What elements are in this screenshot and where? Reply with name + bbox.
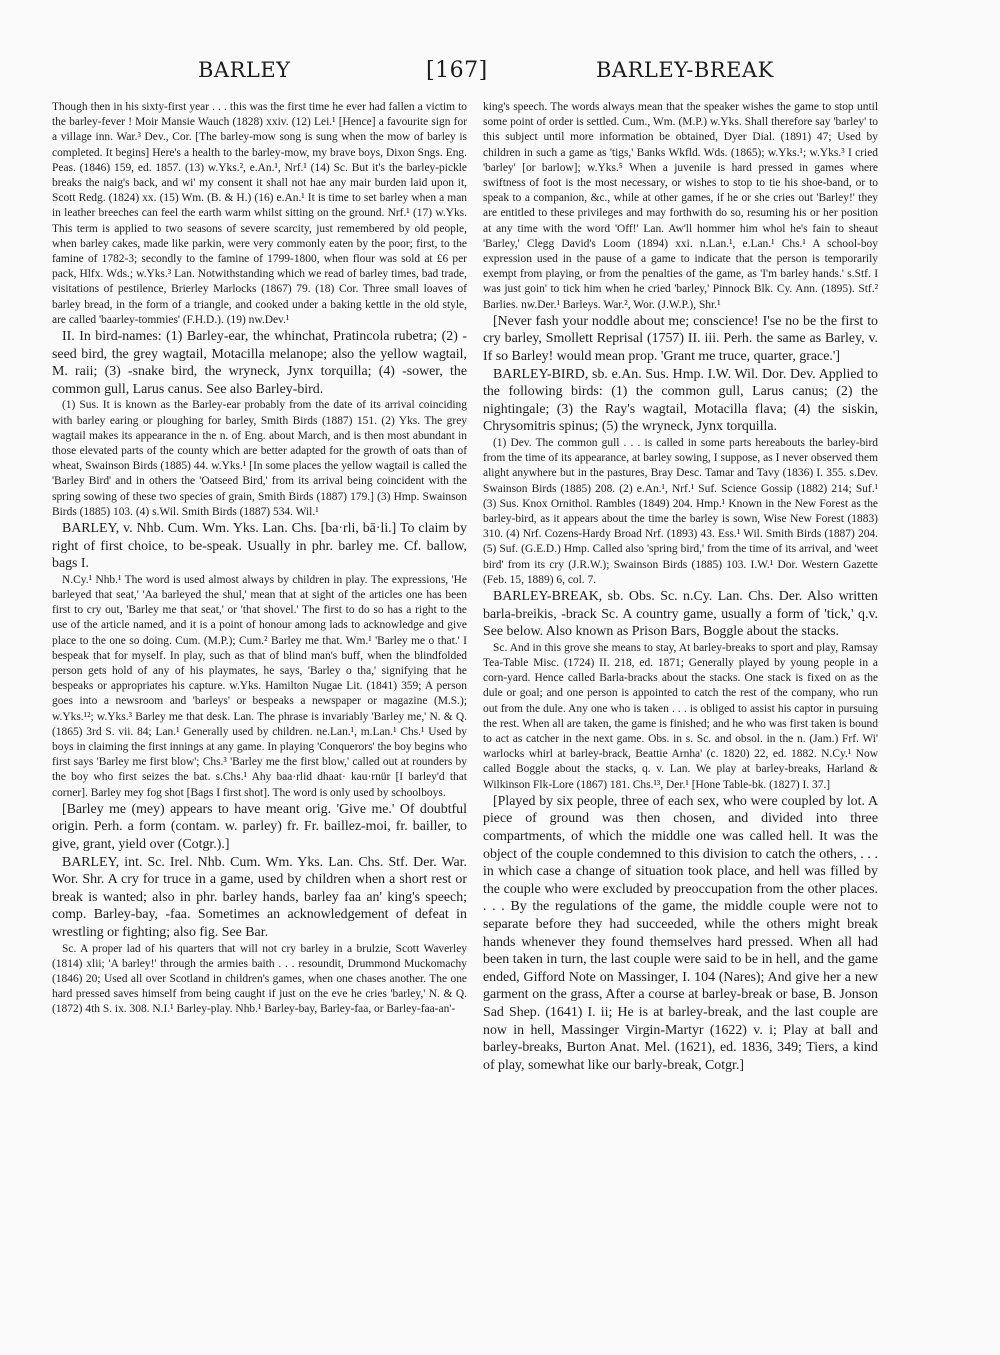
entry-paragraph: [Never fash your noddle about me; conscience! I'se no be the first to cry barley, Smollett Reprisal (1757) II. iii. Perh. the same as Barley, v. If so Barley! would mean prop. 'Grant me truce, quarter, grace.']	[483, 313, 878, 365]
entry-paragraph: II. In bird-names: (1) Barley-ear, the whinchat, Pratincola rubetra; (2) -seed bird, the grey wagtail, Motacilla melanope; also the yellow wagtail, M. raii; (3) -snake bird, the wryneck, Jynx torquilla; (4) -sower, the common gull, Larus canus. See also Barley-bird.	[52, 329, 467, 397]
entry-paragraph: BARLEY-BIRD, sb. e.An. Sus. Hmp. I.W. Wil. Dor. Dev. Applied to the following birds: (1) the common gull, Larus canus; (2) the nightingale; (3) the Ray's wagtail, Motacilla flava; (4) the siskin, Chrysomitris spinus; (5) the wryneck, Jynx torquilla.	[483, 366, 878, 435]
entry-paragraph: BARLEY, v. Nhb. Cum. Wm. Yks. Lan. Chs. [ba·rli, bā·li.] To claim by right of first choice, to be-speak. Usually in phr. barley me. Cf. ballow, bags I.	[52, 521, 467, 572]
entry-paragraph: Though then in his sixty-first year . . . this was the first time he ever had fallen a victim to the barley-fever ! Moir Mansie Wauch (1828) xxiv. (12) Lei.¹ [Hence] a favourite sign for a village inn. War.³ Dev., Cor. [The barley-mow song is sung when the mow of barley is completed. It begins] Here's a health to the barley-mow, my brave boys, Dixon Sngs. Eng. Peas. (1846) 159, ed. 1857. (13) w.Yks.², e.An.¹, Nrf.¹ (14) Sc. But it's the barley-pickle breaks the naig's back, and wi' my consent it shall not hae any mair burden laid upon it, Scott Redg. (1824) xx. (15) Wm. (B. & H.) (16) e.An.¹ It is time to set barley when a man in leather breeches can feel the earth warm whilst sitting on the ground. Nrf.¹ (17) w.Yks. This term is applied to two seasons of severe scarcity, just remembered by old people, when barley cakes, made like parkin, were very commonly eaten by the poor; first, to the famine of 1782-3; secondly to the famine of 1799-1800, when flour was sold at £6 per pack, Hlfx. Wds.; w.Yks.³ Lan. Notwithstanding which we read of barley times, bad trade, visitations of pestilence, Brierley Marlocks (1867) 79. (18) Cor. Three small loaves of barley bread, in the form of a triangle, and cooked under a baking kettle in the old style, are called 'baarley-tommies' (F.H.D.). (19) nw.Dev.¹	[52, 101, 467, 326]
page-number: [167]	[426, 58, 488, 83]
entry-paragraph: king's speech. The words always mean that the speaker wishes the game to stop until some point of order is settled. Cum., Wm. (M.P.) w.Yks. Shall therefore say 'barley' to this subject until more information be obtained, Dyer Dial. (1891) 47; Used by children in such a game as 'tigs,' Banks Wkfld. Wds. (1865); w.Yks.¹; w.Yks.³ I cried 'barley' [or barlow]; w.Yks.⁵ When a juvenile is hard pressed in games where swiftness of foot is the most necessary, or wishes to stop to tie his shoe-band, or to speak to a companion, &c., while at other games, if he or she cries out 'Barley!' they are entitled to these privileges and may forthwith do so, resuming his or her position at any time with the word 'Off!' Lan. Aw'll hommer him whol he's fain to sheaut 'Barley,' Clegg David's Loom (1894) xxi. n.Lan.¹, e.Lan.¹ Chs.¹ A school-boy expression used in the pause of a game to indicate that the person is temporarily exempt from playing, or from the penalties of the game, as 'I'm barley hands.' s.Stf. I was just goin' to tick him when he cried 'barley,' Pinnock Blk. Cy. Ann. (1895). Stf.² Barlies. nw.Der.¹ Barleys. War.², Wor. (J.W.P.), Shr.¹	[483, 101, 878, 311]
left-column	[52, 100, 467, 1285]
entry-paragraph: Sc. A proper lad of his quarters that will not cry barley in a brulzie, Scott Waverley (1814) xlii; 'A barley!' through the armies baith . . . resoundit, Drummond Muckomachy (1846) 20; Used all over Scotland in children's games, when one chases another. The one hard pressed saves himself from being caught if just on the eve he cries 'barley,' N. & Q. (1872) 4th S. ix. 308. N.I.¹ Barley-play. Nhb.¹ Barley-bay, Barley-faa, or Barley-faa-an'-	[52, 942, 467, 1016]
entry-paragraph: [Played by six people, three of each sex, who were coupled by lot. A piece of ground was then chosen, and divided into three compartments, of which the middle one was called hell. It was the object of the couple condemned to this division to catch the others, . . . in which case a change of situation took place, and hell was filled by the couple who were excluded by preoccupation from the other places. . . . By the regulations of the game, the middle couple were not to separate before they had succeeded, while the others might break hands whenever they found themselves hard pressed. When all had been taken in turn, the last couple were said to be in hell, and the game ended, Gifford Note on Massinger, I. 104 (Nares); And give her a new garment on the grass, After a course at barley-break or base, B. Jonson Sad Shep. (1641) I. ii; He is at barley-break, and the last couple are now in hell, Massinger Virgin-Martyr (1622) v. i; Play at ball and barley-breaks, Burton Anat. Mel. (1621), ed. 1836, 349; Tiers, a kind of play, somewhat like our barly-break, Cotgr.]	[483, 793, 878, 1073]
header-right-headword: BARLEY-BREAK	[596, 58, 774, 82]
entry-paragraph: BARLEY, int. Sc. Irel. Nhb. Cum. Wm. Yks. Lan. Chs. Stf. Der. War. Wor. Shr. A cry for truce in a game, used by children when a short rest or break is wanted; also in phr. barley hands, barley faa an' king's speech; comp. Barley-bay, -faa. Sometimes an acknowledgement of defeat in wrestling or fighting; also fig. See Bar.	[52, 854, 467, 941]
header-left-headword: BARLEY	[198, 58, 291, 82]
running-header	[108, 58, 880, 92]
entry-paragraph: (1) Dev. The common gull . . . is called in some parts hereabouts the barley-bird from the time of its appearance, at barley sowing, I suppose, as I never observed them alight anywhere but in the pastures, Bray Desc. Tamar and Tavy (1836) I. 355. s.Dev. Swainson Birds (1885) 208. (2) e.An.¹, Nrf.¹ Suf. Science Gossip (1882) 214; Suf.¹ (3) Sus. Knox Ornithol. Rambles (1849) 204. Hmp.¹ Known in the New Forest as the barley-bird, as it appears about the time the barley is sown, Wise New Forest (1883) 310. (4) Nrf. Cozens-Hardy Broad Nrf. (1893) 43. Ess.¹ Wil. Smith Birds (1887) 204. (5) Suf. (G.E.D.) Hmp. Called also 'spring bird,' from the time of its arrival, and 'weet bird' from its cry (J.R.W.); Swainson Birds (1885) 103. I.W.¹ Dor. Western Gazette (Feb. 15, 1889) 6, col. 7.	[483, 437, 878, 586]
entry-paragraph: (1) Sus. It is known as the Barley-ear probably from the date of its arrival coinciding with barley earing or ploughing for barley, Smith Birds (1887) 151. (2) Yks. The grey wagtail makes its appearance in the n. of Eng. about March, and is then most abundant in those elevated parts of the county which are better adapted for the growth of oats than of wheat, Swainson Birds (1885) 44. w.Yks.¹ [In some places the yellow wagtail is called the 'Barley Bird' and in others the 'Oatseed Bird,' from its arrival being coincident with the spring sowing of these two species of grain, Smith Birds (1887) 179.] (3) Hmp. Swainson Birds (1885) 103. (4) s.Wil. Smith Birds (1887) 534. Wil.¹	[52, 399, 467, 518]
entry-paragraph: Sc. And in this grove she means to stay, At barley-breaks to sport and play, Ramsay Tea-Table Misc. (1724) II. 218, ed. 1871; Generally played by young people in a corn-yard. Hence called Barla-bracks about the stacks. One stack is fixed on as the dule or goal; and one person is appointed to catch the rest of the company, who run out from the dule. Any one who is taken . . . is obliged to assist his captor in pursuing the rest. When all are taken, the game is finished; and he who was first taken is bound to act as catcher in the next game. Obs. in s. Sc. and obsol. in the n. (Jam.) Frf. Wi' warlocks whirl at barley-brack, Beattie Arnha' (c. 1820) 22, ed. 1882. N.Cy.¹ Now called Boggle about the stacks, q. v. Lan. We play at barley-breaks, Harland & Wilkinson Flk-Lore (1867) 181. Chs.¹³, Der.¹ [Hone Table-bk. (1827) I. 37.]	[483, 641, 878, 791]
entry-paragraph: N.Cy.¹ Nhb.¹ The word is used almost always by children in play. The expressions, 'He barleyed that seat,' 'Aa barleyed the shul,' mean that at sight of the articles one has been first to cry out, 'Barley me that seat,' or 'that shovel.' The first to do so has a right to the use of the article named, and it is a point of honour among lads to acknowledge and give place to the one so doing. Cum. (M.P.); Cum.² Barley me that. Wm.¹ 'Barley me o that.' I bespeak that for myself. In play, such as that of blind man's buff, when the blindfolded person gets hold of any of his playmates, he says, 'Barley o tha,' signifying that he bespeaks or appropriates his capture. w.Yks. Hamilton Nugae Lit. (1841) 359; A person goes into a newsroom and 'barleys' or bespeaks a newspaper or magazine (M.S.); w.Yks.¹²; w.Yks.³ Barley me that desk. Lan. The phrase is invariably 'Barley me,' N. & Q. (1865) 3rd S. vii. 84; Lan.¹ Generally used by children. ne.Lan.¹, m.Lan.¹ Chs.¹ Used by boys in claiming the first innings at any game. In playing 'Conquerors' the boy begins who first says 'Barley me first blow'; Chs.³ 'Barley me the first blow,' called out at rounders by the boy who first seizes the bat. s.Chs.¹ Ahy baa·rlid dhaat· kau·rnür [I barley'd that corner]. Barley mey fog shot [Bags I first shot]. The word is only used by schoolboys.	[52, 573, 467, 799]
entry-paragraph: BARLEY-BREAK, sb. Obs. Sc. n.Cy. Lan. Chs. Der. Also written barla-breikis, -brack Sc. A country game, usually a form of 'tick,' q.v. See below. Also known as Prison Bars, Boggle about the stacks.	[483, 589, 878, 640]
right-column	[483, 100, 878, 1285]
entry-paragraph: [Barley me (mey) appears to have meant orig. 'Give me.' Of doubtful origin. Perh. a form (contam. w. parley) fr. Fr. baillez-moi, fr. bailler, to give, grant, yield over (Cotgr.).]	[52, 801, 467, 853]
